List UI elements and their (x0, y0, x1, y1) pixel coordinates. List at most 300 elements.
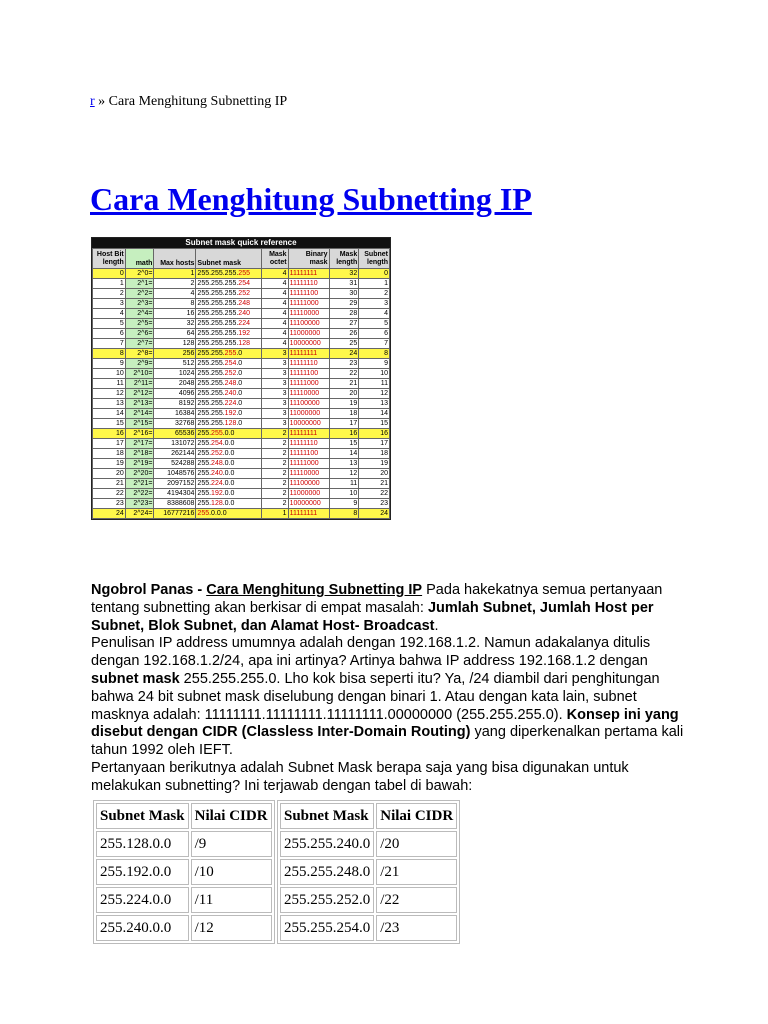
mask-octet-cell: 4 (261, 269, 288, 279)
table-row (93, 509, 390, 519)
article-text: . (434, 617, 439, 634)
binary-value: 11111111 (289, 430, 318, 437)
article-text: 255.255.255.0. Lho kok bisa seperti itu? Ya, /24 diambil dari penghitungan bahwa 24 bit subnet mask diselubung dengan binari 1. Atau dengan kata lain, subnet masknya adalah: 11111111.11111111.11111111.00000000 (255.255.255.0). (91, 670, 660, 723)
binary-value: 11111000 (289, 460, 319, 467)
subnet-length-cell: 22 (359, 489, 390, 499)
mask-variable-octet: 224 (224, 400, 237, 407)
cidr-header-row (280, 803, 457, 829)
binary-mask-cell (288, 399, 329, 409)
mask-octet-cell: 2 (261, 429, 288, 439)
binary-mask-cell (288, 449, 329, 459)
mask-octet-cell: 1 (261, 509, 288, 519)
mask-length-cell: 28 (329, 309, 359, 319)
math-cell: 2^17= (125, 439, 154, 449)
mask-variable-octet: 128 (238, 340, 250, 347)
mask-variable-octet: 224 (211, 480, 223, 487)
math-cell: 2^14= (125, 409, 154, 419)
subnet-length-cell: 4 (359, 309, 390, 319)
max-hosts-cell: 1048576 (154, 469, 196, 479)
subnet-mask-cell (196, 399, 262, 409)
max-hosts-cell: 32 (154, 319, 196, 329)
mask-length-cell: 17 (329, 419, 359, 429)
subnet-length-cell: 9 (359, 359, 390, 369)
max-hosts-cell: 131072 (154, 439, 196, 449)
mask-octet-cell: 3 (261, 369, 288, 379)
mask-variable-octet: 255 (211, 430, 223, 437)
subnet-length-cell: 16 (359, 429, 390, 439)
subnet-mask-cell (196, 289, 262, 299)
subnet-mask-cell (196, 499, 262, 509)
binary-mask-cell (288, 329, 329, 339)
cidr-mask-cell: 255.192.0.0 (96, 859, 189, 885)
table-row (93, 339, 390, 349)
mask-variable-octet: 240 (224, 390, 237, 397)
mask-variable-octet: 252 (211, 450, 223, 457)
table-row (93, 279, 390, 289)
max-hosts-cell: 64 (154, 329, 196, 339)
article-text: yang diperkenalkan pertama kali tahun 1992 oleh IEFT. (91, 724, 684, 759)
table-row (96, 859, 272, 885)
cidr-header-row (96, 803, 272, 829)
binary-value: 11000000 (289, 330, 321, 337)
mask-prefix: 255.255. (197, 400, 225, 407)
mask-prefix: 255. (197, 490, 212, 497)
host-bit-cell: 13 (93, 399, 126, 409)
mask-octet-cell: 3 (261, 399, 288, 409)
binary-value: 11110000 (289, 470, 320, 477)
binary-value: 11111111 (289, 350, 318, 357)
article-paragraph-3: Pertanyaan berikutnya adalah Subnet Mask berapa saja yang bisa digunakan untuk melakukan subnetting? Ini terjawab dengan tabel di bawah: (91, 759, 629, 794)
subnet-length-cell: 15 (359, 419, 390, 429)
mask-variable-octet: 255 (224, 350, 237, 357)
mask-prefix: 255. (197, 480, 212, 487)
subnet-mask-cell (196, 339, 262, 349)
article-title-link[interactable]: Cara Menghitung Subnetting IP (206, 582, 423, 598)
mask-variable-octet: 192 (224, 410, 237, 417)
binary-value: 11111111 (289, 270, 318, 277)
max-hosts-cell: 4194304 (154, 489, 196, 499)
cidr-header-nilai-cidr: Nilai CIDR (376, 803, 457, 829)
host-bit-cell: 9 (93, 359, 126, 369)
mask-variable-octet: 254 (211, 440, 223, 447)
binary-value: 11000000 (289, 410, 321, 417)
math-cell: 2^7= (125, 339, 154, 349)
subnet-mask-cell (196, 429, 262, 439)
binary-value: 11000000 (289, 490, 321, 497)
max-hosts-cell: 1024 (154, 369, 196, 379)
mask-octet-cell: 4 (261, 289, 288, 299)
binary-mask-cell (288, 369, 329, 379)
math-cell: 2^20= (125, 469, 154, 479)
max-hosts-cell: 65536 (154, 429, 196, 439)
subnet-length-cell: 1 (359, 279, 390, 289)
math-cell: 2^12= (125, 389, 154, 399)
mask-prefix: 255.255.255. (197, 340, 239, 347)
mask-length-cell: 18 (329, 409, 359, 419)
article-paragraph-2 (91, 635, 691, 760)
binary-value: 11111100 (289, 290, 319, 297)
host-bit-cell: 16 (93, 429, 126, 439)
table-row (93, 429, 390, 439)
table-row (93, 499, 390, 509)
subnet-mask-cell (196, 509, 262, 519)
host-bit-cell: 4 (93, 309, 126, 319)
binary-value: 11111110 (289, 360, 318, 367)
host-bit-cell: 23 (93, 499, 126, 509)
mask-suffix: .0 (236, 390, 243, 397)
host-bit-cell: 6 (93, 329, 126, 339)
binary-mask-cell (288, 289, 329, 299)
binary-mask-cell (288, 309, 329, 319)
subnet-mask-cell (196, 419, 262, 429)
mask-suffix: .0.0 (222, 470, 235, 477)
header-math: math (125, 249, 154, 269)
mask-length-cell: 24 (329, 349, 359, 359)
binary-mask-cell (288, 359, 329, 369)
max-hosts-cell: 1 (154, 269, 196, 279)
math-cell: 2^13= (125, 399, 154, 409)
host-bit-cell: 17 (93, 439, 126, 449)
header-binary-mask: Binary mask (288, 249, 329, 269)
host-bit-cell: 24 (93, 509, 126, 519)
host-bit-cell: 12 (93, 389, 126, 399)
cidr-value-cell: /21 (376, 859, 457, 885)
mask-prefix: 255. (197, 450, 212, 457)
mask-prefix: 255. (197, 500, 212, 507)
table-row (93, 289, 390, 299)
header-mask-length: Mask length (329, 249, 359, 269)
mask-prefix: 255.255.255. (197, 310, 239, 317)
mask-octet-cell: 3 (261, 379, 288, 389)
mask-length-cell: 12 (329, 469, 359, 479)
subnet-length-cell: 11 (359, 379, 390, 389)
binary-mask-cell (288, 299, 329, 309)
max-hosts-cell: 32768 (154, 419, 196, 429)
binary-mask-cell (288, 509, 329, 519)
article-bold-text: subnet mask (91, 670, 180, 687)
host-bit-cell: 19 (93, 459, 126, 469)
math-cell: 2^9= (125, 359, 154, 369)
subnet-length-cell: 17 (359, 439, 390, 449)
table-row (93, 269, 390, 279)
binary-mask-cell (288, 459, 329, 469)
host-bit-cell: 3 (93, 299, 126, 309)
mask-octet-cell: 2 (261, 489, 288, 499)
math-cell: 2^10= (125, 369, 154, 379)
host-bit-cell: 10 (93, 369, 126, 379)
math-cell: 2^15= (125, 419, 154, 429)
mask-octet-cell: 3 (261, 419, 288, 429)
subnet-length-cell: 10 (359, 369, 390, 379)
subnet-mask-cell (196, 309, 262, 319)
binary-value: 11110000 (289, 310, 320, 317)
table-row (280, 915, 457, 941)
subnet-mask-cell (196, 409, 262, 419)
binary-mask-cell (288, 409, 329, 419)
mask-suffix: .0.0 (222, 460, 235, 467)
mask-length-cell: 19 (329, 399, 359, 409)
mask-suffix: .0.0 (222, 500, 235, 507)
binary-value: 11111111 (289, 510, 318, 517)
header-mask-octet: Mask octet (261, 249, 288, 269)
subnet-mask-cell (196, 469, 262, 479)
cidr-value-cell: /11 (191, 887, 272, 913)
subnet-quick-reference-table (91, 237, 391, 520)
table-row (93, 479, 390, 489)
subnet-mask-cell (196, 379, 262, 389)
binary-value: 11111000 (289, 300, 319, 307)
subnet-mask-cell (196, 479, 262, 489)
max-hosts-cell: 16384 (154, 409, 196, 419)
table-row (93, 449, 390, 459)
max-hosts-cell: 256 (154, 349, 196, 359)
table-row (93, 309, 390, 319)
table-row (93, 349, 390, 359)
table-row (280, 831, 457, 857)
mask-suffix: .0.0 (222, 490, 235, 497)
subnet-length-cell: 0 (359, 269, 390, 279)
mask-variable-octet: 128 (211, 500, 223, 507)
binary-mask-cell (288, 319, 329, 329)
subnet-mask-cell (196, 329, 262, 339)
mask-prefix: 255.255. (197, 390, 225, 397)
mask-octet-cell: 4 (261, 299, 288, 309)
mask-prefix: 255.255. (197, 380, 225, 387)
subnet-mask-cell (196, 299, 262, 309)
cidr-value-cell: /9 (191, 831, 272, 857)
mask-octet-cell: 3 (261, 349, 288, 359)
binary-value: 11110000 (289, 390, 320, 397)
table-row (93, 389, 390, 399)
cidr-mask-cell: 255.224.0.0 (96, 887, 189, 913)
mask-prefix: 255. (197, 460, 212, 467)
mask-variable-octet: 252 (224, 370, 237, 377)
cidr-mask-cell: 255.128.0.0 (96, 831, 189, 857)
subnet-mask-cell (196, 319, 262, 329)
mask-length-cell: 20 (329, 389, 359, 399)
math-cell: 2^11= (125, 379, 154, 389)
article-lead: Ngobrol Panas - (91, 582, 207, 598)
article-text: Pada hakekatnya semua pertanyaan tentang subnetting akan berkisar di empat masalah: (91, 582, 663, 616)
table-row (93, 419, 390, 429)
mask-suffix: .0 (236, 380, 243, 387)
mask-variable-octet: 255 (238, 270, 250, 277)
math-cell: 2^8= (125, 349, 154, 359)
mask-variable-octet: 252 (238, 290, 250, 297)
binary-mask-cell (288, 279, 329, 289)
binary-mask-cell (288, 499, 329, 509)
table-row (93, 359, 390, 369)
mask-length-cell: 26 (329, 329, 359, 339)
host-bit-cell: 1 (93, 279, 126, 289)
binary-value: 11100000 (289, 400, 320, 407)
mask-length-cell: 30 (329, 289, 359, 299)
mask-prefix: 255.255. (197, 370, 225, 377)
mask-suffix: .0.0 (222, 440, 235, 447)
mask-octet-cell: 4 (261, 309, 288, 319)
mask-octet-cell: 4 (261, 279, 288, 289)
max-hosts-cell: 16 (154, 309, 196, 319)
table-row (93, 299, 390, 309)
mask-suffix: .0 (236, 400, 243, 407)
mask-prefix: 255. (197, 440, 212, 447)
header-subnet-length: Subnet length (359, 249, 390, 269)
mask-suffix: .0 (236, 350, 243, 357)
header-host-bit-length: Host Bit length (93, 249, 126, 269)
table-row (93, 369, 390, 379)
table-row (93, 319, 390, 329)
subnet-mask-cell (196, 349, 262, 359)
mask-prefix: 255.255.255. (197, 280, 239, 287)
subnet-length-cell: 20 (359, 469, 390, 479)
article-paragraph-1 (91, 582, 691, 635)
mask-octet-cell: 2 (261, 439, 288, 449)
binary-mask-cell (288, 269, 329, 279)
table-row (96, 831, 272, 857)
table-row (93, 489, 390, 499)
max-hosts-cell: 512 (154, 359, 196, 369)
binary-value: 10000000 (289, 340, 321, 347)
binary-value: 11100000 (289, 480, 320, 487)
subnet-mask-cell (196, 389, 262, 399)
host-bit-cell: 22 (93, 489, 126, 499)
mask-variable-octet: 192 (238, 330, 250, 337)
mask-variable-octet: 248 (211, 460, 223, 467)
cidr-value-cell: /23 (376, 915, 457, 941)
binary-mask-cell (288, 489, 329, 499)
max-hosts-cell: 4096 (154, 389, 196, 399)
subnet-mask-cell (196, 359, 262, 369)
mask-octet-cell: 2 (261, 459, 288, 469)
subnet-mask-cell (196, 269, 262, 279)
mask-length-cell: 16 (329, 429, 359, 439)
article-text: Penulisan IP address umumnya adalah dengan 192.168.1.2. Namun adakalanya ditulis dengan 192.168.1.2/24, apa ini artinya? Artinya bahwa IP address 192.168.1.2 dengan (91, 635, 651, 670)
max-hosts-cell: 262144 (154, 449, 196, 459)
mask-octet-cell: 2 (261, 469, 288, 479)
mask-length-cell: 15 (329, 439, 359, 449)
mask-variable-octet: 192 (211, 490, 223, 497)
mask-length-cell: 10 (329, 489, 359, 499)
math-cell: 2^18= (125, 449, 154, 459)
mask-length-cell: 27 (329, 319, 359, 329)
max-hosts-cell: 4 (154, 289, 196, 299)
mask-octet-cell: 2 (261, 499, 288, 509)
mask-octet-cell: 4 (261, 329, 288, 339)
binary-value: 11111110 (289, 440, 318, 447)
binary-value: 11111100 (289, 370, 319, 377)
table-row (96, 915, 272, 941)
max-hosts-cell: 524288 (154, 459, 196, 469)
quick-reference-header-row (93, 249, 390, 269)
binary-mask-cell (288, 379, 329, 389)
binary-mask-cell (288, 389, 329, 399)
mask-variable-octet: 240 (238, 310, 250, 317)
binary-value: 11111110 (289, 280, 318, 287)
cidr-header-subnet-mask: Subnet Mask (96, 803, 189, 829)
mask-prefix: 255. (197, 430, 212, 437)
article-bold-text: Konsep ini yang disebut dengan CIDR (Classless Inter-Domain Routing) (91, 706, 679, 741)
host-bit-cell: 0 (93, 269, 126, 279)
math-cell: 2^19= (125, 459, 154, 469)
mask-variable-octet: 248 (238, 300, 250, 307)
subnet-length-cell: 18 (359, 449, 390, 459)
cidr-mask-cell: 255.240.0.0 (96, 915, 189, 941)
table-row (93, 439, 390, 449)
max-hosts-cell: 8388608 (154, 499, 196, 509)
binary-mask-cell (288, 479, 329, 489)
max-hosts-cell: 8192 (154, 399, 196, 409)
mask-suffix: .0.0 (222, 450, 235, 457)
host-bit-cell: 5 (93, 319, 126, 329)
cidr-table-right (277, 800, 460, 944)
mask-prefix: 255.255.255. (197, 290, 239, 297)
mask-prefix: 255.255. (197, 360, 225, 367)
host-bit-cell: 14 (93, 409, 126, 419)
host-bit-cell: 11 (93, 379, 126, 389)
max-hosts-cell: 128 (154, 339, 196, 349)
binary-mask-cell (288, 349, 329, 359)
table-row (93, 459, 390, 469)
host-bit-cell: 18 (93, 449, 126, 459)
max-hosts-cell: 2048 (154, 379, 196, 389)
math-cell: 2^21= (125, 479, 154, 489)
subnet-length-cell: 13 (359, 399, 390, 409)
article-body (91, 582, 691, 796)
cidr-value-cell: /10 (191, 859, 272, 885)
page-title[interactable]: Cara Menghitung Subnetting IP (90, 181, 532, 217)
math-cell: 2^24= (125, 509, 154, 519)
mask-prefix: 255. (197, 470, 212, 477)
math-cell: 2^0= (125, 269, 154, 279)
breadcrumb-link[interactable]: r (90, 94, 95, 109)
table-row (93, 399, 390, 409)
binary-mask-cell (288, 419, 329, 429)
mask-suffix: .0 (236, 420, 243, 427)
binary-value: 11100000 (289, 320, 320, 327)
subnet-mask-cell (196, 449, 262, 459)
binary-mask-cell (288, 439, 329, 449)
mask-variable-octet: 255 (197, 510, 210, 517)
mask-octet-cell: 4 (261, 339, 288, 349)
math-cell: 2^23= (125, 499, 154, 509)
math-cell: 2^16= (125, 429, 154, 439)
mask-octet-cell: 2 (261, 449, 288, 459)
subnet-mask-cell (196, 369, 262, 379)
cidr-value-cell: /20 (376, 831, 457, 857)
subnet-length-cell: 2 (359, 289, 390, 299)
cidr-header-subnet-mask: Subnet Mask (280, 803, 374, 829)
article-bold-text: Jumlah Subnet, Jumlah Host per Subnet, Blok Subnet, dan Alamat Host- Broadcast (91, 599, 654, 634)
mask-length-cell: 23 (329, 359, 359, 369)
binary-value: 10000000 (289, 500, 321, 507)
subnet-length-cell: 21 (359, 479, 390, 489)
math-cell: 2^22= (125, 489, 154, 499)
mask-variable-octet: 240 (211, 470, 223, 477)
cidr-table-left (93, 800, 275, 944)
host-bit-cell: 20 (93, 469, 126, 479)
subnet-length-cell: 3 (359, 299, 390, 309)
max-hosts-cell: 2097152 (154, 479, 196, 489)
table-row (96, 887, 272, 913)
subnet-length-cell: 5 (359, 319, 390, 329)
header-subnet-mask: Subnet mask (196, 249, 262, 269)
cidr-mask-cell: 255.255.252.0 (280, 887, 374, 913)
mask-length-cell: 25 (329, 339, 359, 349)
quick-reference-caption: Subnet mask quick reference (92, 238, 390, 248)
mask-octet-cell: 3 (261, 359, 288, 369)
quick-reference-body (93, 269, 390, 519)
mask-octet-cell: 3 (261, 389, 288, 399)
